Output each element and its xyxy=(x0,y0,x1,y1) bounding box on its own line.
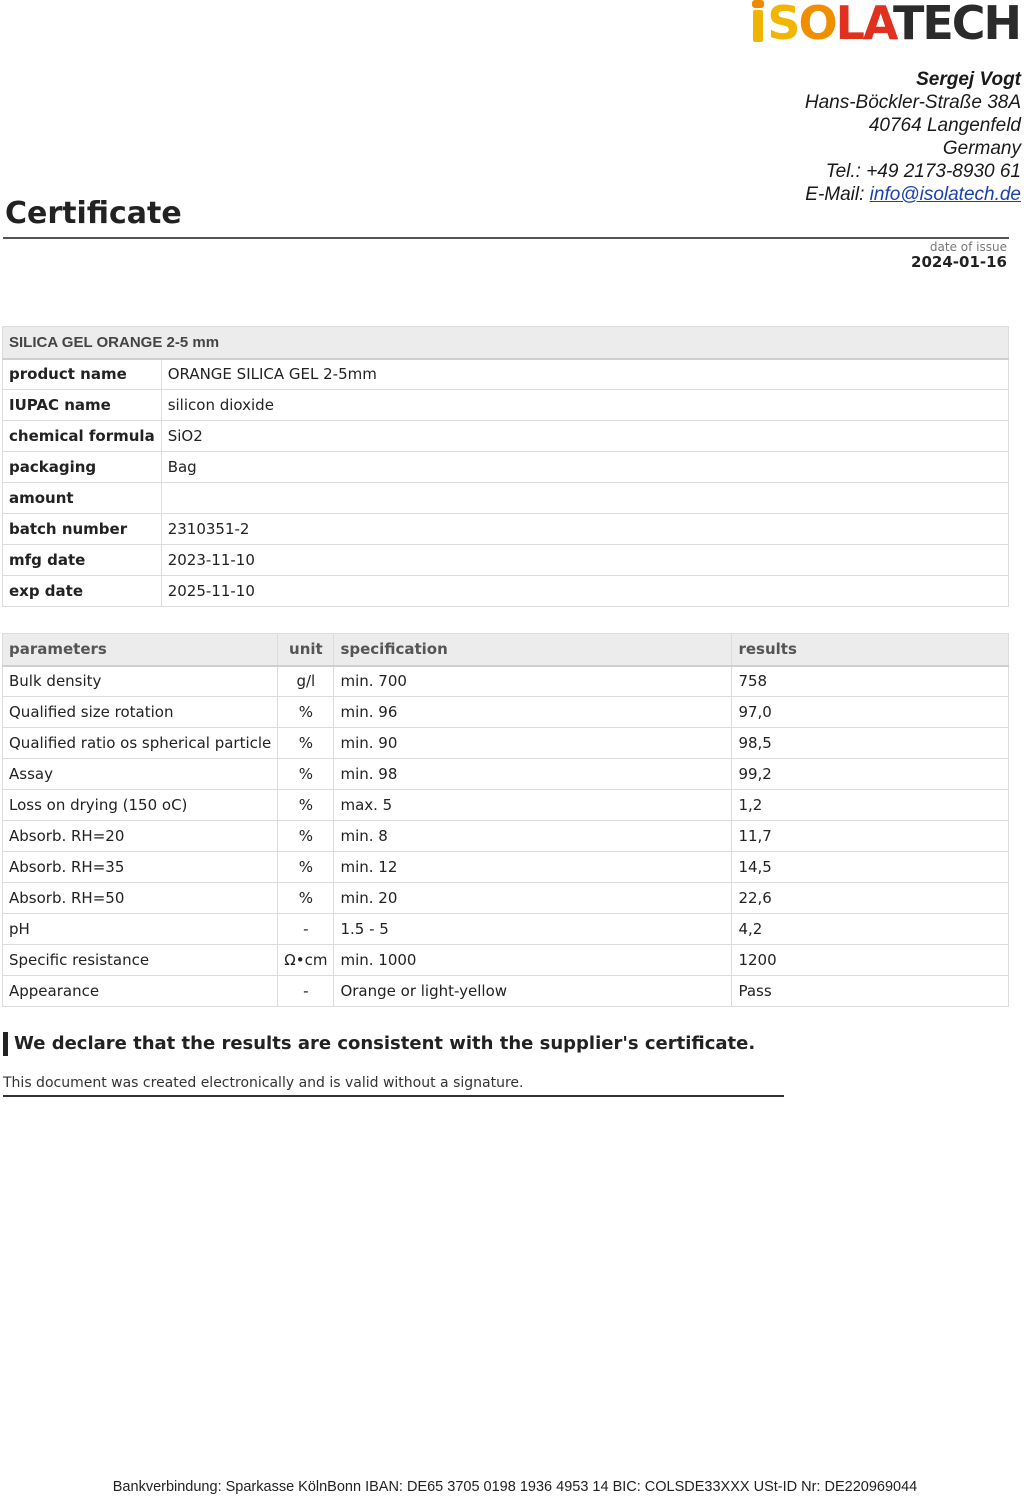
param-spec: min. 96 xyxy=(334,697,732,728)
info-value: 2023-11-10 xyxy=(161,545,1008,576)
contact-email-line xyxy=(805,183,1021,206)
info-key: exp date xyxy=(3,576,162,607)
table-row xyxy=(3,666,1009,697)
param-result: 1,2 xyxy=(732,790,1009,821)
issue-date-value: 2024-01-16 xyxy=(911,253,1007,271)
param-spec: min. 90 xyxy=(334,728,732,759)
email-label: E-Mail: xyxy=(805,184,870,205)
param-result: 14,5 xyxy=(732,852,1009,883)
param-name: Bulk density xyxy=(3,666,278,697)
param-unit: - xyxy=(278,914,334,945)
table-row xyxy=(3,421,1009,452)
table-row xyxy=(3,390,1009,421)
param-spec: min. 98 xyxy=(334,759,732,790)
param-spec: min. 1000 xyxy=(334,945,732,976)
param-result: 758 xyxy=(732,666,1009,697)
param-unit: % xyxy=(278,790,334,821)
email-link[interactable]: info@isolatech.de xyxy=(869,184,1021,205)
contact-tel: Tel.: +49 2173-8930 61 xyxy=(825,161,1021,182)
info-key: amount xyxy=(3,483,162,514)
info-key: chemical formula xyxy=(3,421,162,452)
electronic-document-note: This document was created electronically and is valid without a signature. xyxy=(3,1075,524,1091)
param-name: Specific resistance xyxy=(3,945,278,976)
info-key: IUPAC name xyxy=(3,390,162,421)
issue-date-label: date of issue xyxy=(929,240,1007,254)
column-header-parameters: parameters xyxy=(3,634,278,666)
param-result: Pass xyxy=(732,976,1009,1007)
contact-name: Sergej Vogt xyxy=(916,69,1021,90)
info-value: silicon dioxide xyxy=(161,390,1008,421)
logo-i-mark xyxy=(750,0,766,44)
param-name: pH xyxy=(3,914,278,945)
param-unit: % xyxy=(278,759,334,790)
table-row xyxy=(3,976,1009,1007)
contact-country: Germany xyxy=(942,138,1021,159)
param-unit: % xyxy=(278,821,334,852)
table-row xyxy=(3,821,1009,852)
title-divider xyxy=(3,237,1009,239)
bank-details-footer: Bankverbindung: Sparkasse KölnBonn IBAN: DE65 3705 0198 1936 4953 14 BIC: COLSDE33XXX USt-ID Nr: DE220969044 xyxy=(112,1479,918,1495)
table-row xyxy=(3,759,1009,790)
table-row xyxy=(3,697,1009,728)
table-row xyxy=(3,945,1009,976)
table-row xyxy=(3,483,1009,514)
param-unit: % xyxy=(278,728,334,759)
declaration-statement: We declare that the results are consistent with the supplier's certificate. xyxy=(3,1032,755,1056)
column-header-results: results xyxy=(732,634,1009,666)
table-row xyxy=(3,852,1009,883)
parameters-header-row xyxy=(3,634,1009,666)
param-name: Qualified size rotation xyxy=(3,697,278,728)
param-spec: 1.5 - 5 xyxy=(334,914,732,945)
info-key: product name xyxy=(3,359,162,390)
info-value xyxy=(161,483,1008,514)
note-divider xyxy=(3,1095,784,1097)
param-unit: Ω•cm xyxy=(278,945,334,976)
param-name: Appearance xyxy=(3,976,278,1007)
param-name: Absorb. RH=50 xyxy=(3,883,278,914)
param-spec: min. 700 xyxy=(334,666,732,697)
info-key: packaging xyxy=(3,452,162,483)
param-unit: g/l xyxy=(278,666,334,697)
product-heading: SILICA GEL ORANGE 2-5 mm xyxy=(3,327,1009,359)
table-row xyxy=(3,883,1009,914)
param-result: 98,5 xyxy=(732,728,1009,759)
param-result: 97,0 xyxy=(732,697,1009,728)
table-row xyxy=(3,359,1009,390)
param-result: 22,6 xyxy=(732,883,1009,914)
param-spec: min. 8 xyxy=(334,821,732,852)
param-spec: min. 20 xyxy=(334,883,732,914)
table-row xyxy=(3,452,1009,483)
column-header-specification: specification xyxy=(334,634,732,666)
issue-date-block xyxy=(911,240,1007,271)
param-spec: max. 5 xyxy=(334,790,732,821)
info-value: SiO2 xyxy=(161,421,1008,452)
page-title: Certificate xyxy=(5,196,182,231)
info-value: Bag xyxy=(161,452,1008,483)
table-row xyxy=(3,914,1009,945)
table-row xyxy=(3,790,1009,821)
param-unit: % xyxy=(278,697,334,728)
param-name: Absorb. RH=35 xyxy=(3,852,278,883)
parameters-table xyxy=(2,633,1009,1007)
logo-wordmark: SOLATECH xyxy=(767,0,1020,50)
param-unit: % xyxy=(278,852,334,883)
param-name: Assay xyxy=(3,759,278,790)
contact-street: Hans-Böckler-Straße 38A xyxy=(804,92,1021,113)
table-row xyxy=(3,514,1009,545)
info-value: 2310351-2 xyxy=(161,514,1008,545)
product-info-table xyxy=(2,326,1009,607)
info-value: 2025-11-10 xyxy=(161,576,1008,607)
contact-city: 40764 Langenfeld xyxy=(868,115,1021,136)
table-row xyxy=(3,728,1009,759)
param-unit: - xyxy=(278,976,334,1007)
product-heading-row xyxy=(3,327,1009,359)
param-name: Loss on drying (150 oC) xyxy=(3,790,278,821)
company-logo xyxy=(750,0,1020,50)
param-spec: Orange or light-yellow xyxy=(334,976,732,1007)
table-row xyxy=(3,545,1009,576)
param-name: Qualified ratio os spherical particle xyxy=(3,728,278,759)
contact-block xyxy=(805,68,1021,206)
param-spec: min. 12 xyxy=(334,852,732,883)
param-result: 4,2 xyxy=(732,914,1009,945)
table-row xyxy=(3,576,1009,607)
column-header-unit: unit xyxy=(278,634,334,666)
param-result: 11,7 xyxy=(732,821,1009,852)
param-unit: % xyxy=(278,883,334,914)
info-value: ORANGE SILICA GEL 2-5mm xyxy=(161,359,1008,390)
param-result: 99,2 xyxy=(732,759,1009,790)
info-key: mfg date xyxy=(3,545,162,576)
info-key: batch number xyxy=(3,514,162,545)
param-result: 1200 xyxy=(732,945,1009,976)
param-name: Absorb. RH=20 xyxy=(3,821,278,852)
